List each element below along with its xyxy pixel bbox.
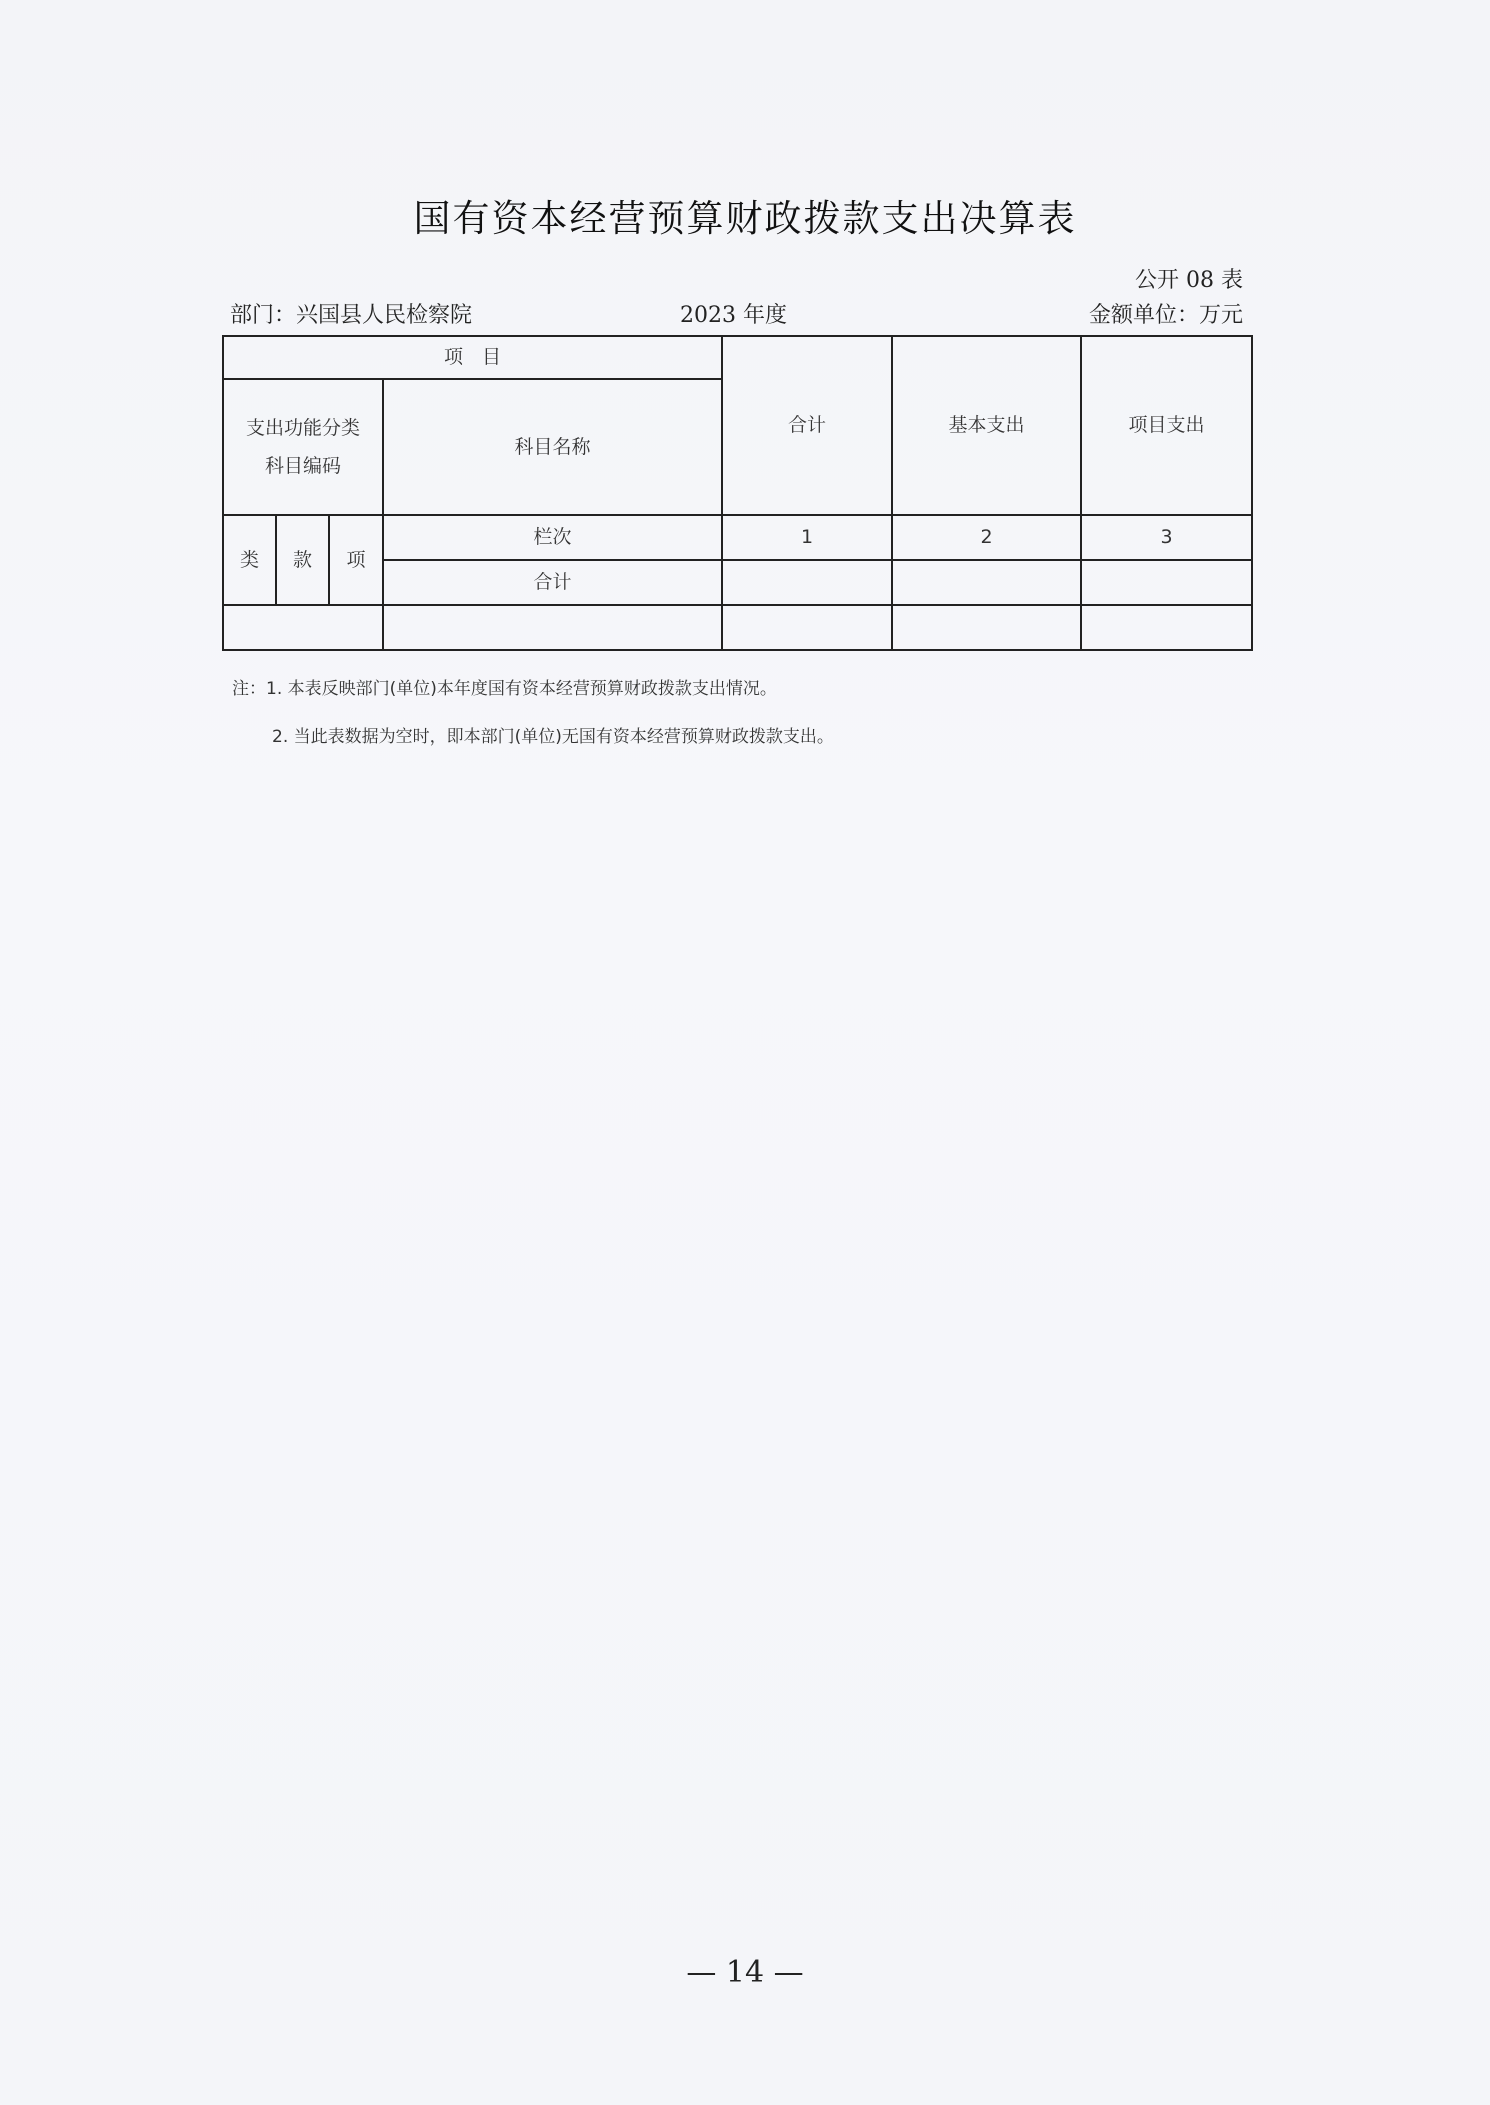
page-number: — 14 — [686,1955,804,1990]
header-project-expenditure: 项目支出 [1081,336,1252,515]
fiscal-year: 2023 年度 [680,303,787,328]
empty-basic-cell [892,605,1081,650]
header-function-code-text: 支出功能分类 科目编码 [245,417,360,477]
total-cell-project [1081,560,1252,605]
header-basic-expenditure: 基本支出 [892,336,1081,515]
total-cell-basic [892,560,1081,605]
column-number-3: 3 [1081,515,1252,560]
header-function-code [223,379,383,515]
note-1: 注：1. 本表反映部门(单位)本年度国有资本经营预算财政拨款支出情况。 [232,679,777,699]
header-project: 项 目 [223,336,722,379]
code-xiang: 项 [329,515,383,605]
column-number-2: 2 [892,515,1081,560]
department-label: 部门：兴国县人民检察院 [230,303,473,328]
empty-project-cell [1081,605,1252,650]
empty-total-cell [722,605,892,650]
note-2: 2. 当此表数据为空时，即本部门(单位)无国有资本经营预算财政拨款支出。 [272,727,834,747]
header-subject-name: 科目名称 [383,379,722,515]
row-column-label: 栏次 [383,515,722,560]
code-kuan: 款 [276,515,329,605]
row-total-label: 合计 [383,560,722,605]
empty-code-cell [223,605,383,650]
empty-name-cell [383,605,722,650]
total-cell-total [722,560,892,605]
amount-unit: 金额单位：万元 [1088,303,1243,328]
document-title: 国有资本经营预算财政拨款支出决算表 [413,197,1077,240]
column-number-1: 1 [722,515,892,560]
code-lei: 类 [223,515,276,605]
header-total: 合计 [722,336,892,515]
expenditure-table [222,335,1253,651]
form-number: 公开 08 表 [1135,268,1243,293]
